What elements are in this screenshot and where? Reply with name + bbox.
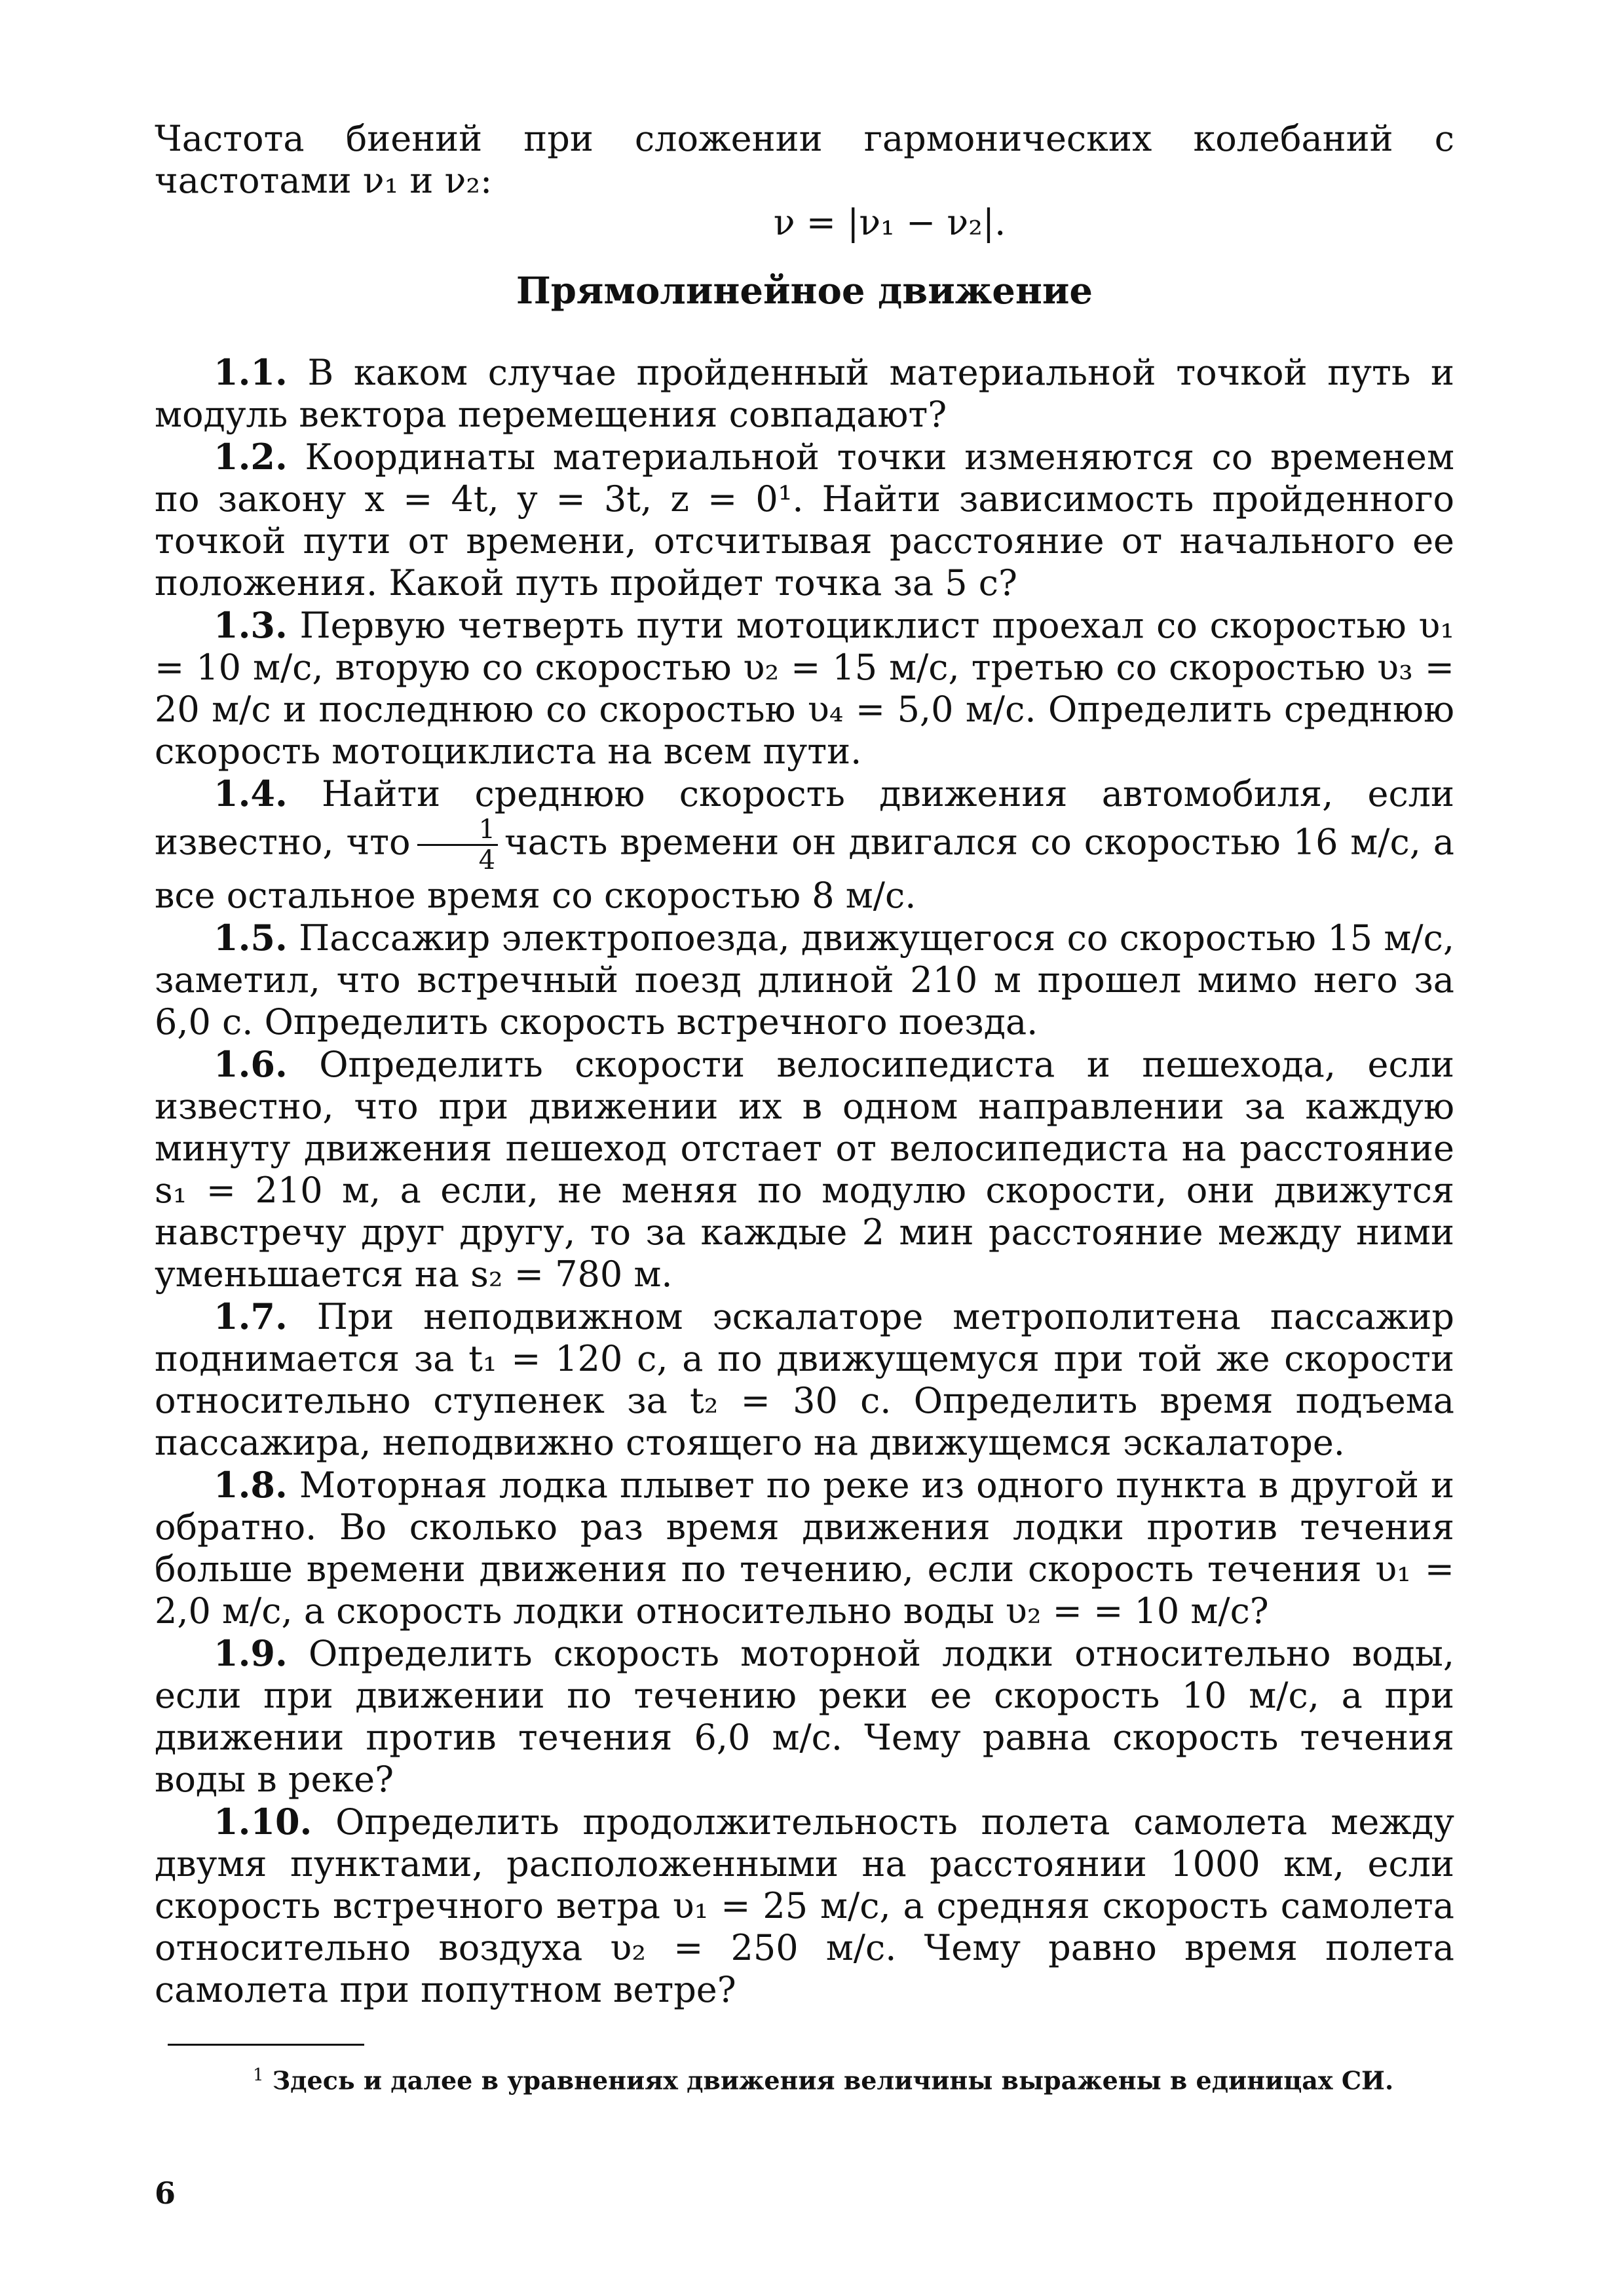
- problem-number: 1.9.: [214, 1632, 288, 1674]
- problem-1-9: [155, 1632, 1454, 1801]
- fraction-one-quarter: [417, 815, 498, 875]
- intro-text: Частота биений при сложении гармонических колебаний с частотами ν₁ и ν₂:: [155, 118, 1454, 201]
- problem-number: 1.6.: [214, 1043, 288, 1085]
- footnote-text: Здесь и далее в уравнениях движения величины выражены в единицах СИ.: [272, 2065, 1394, 2095]
- page-content: [155, 118, 1454, 2097]
- problem-text-after: часть времени он двигался со скоростью 16 м/с, а все остальное время со скоростью 8 м/с.: [155, 821, 1454, 916]
- problem-1-6: [155, 1043, 1454, 1295]
- problem-text: Пассажир электропоезда, движущегося со скоростью 15 м/с, заметил, что встречный поезд длиной 210 м прошел мимо него за 6,0 с. Определить скорость встречного поезда.: [155, 917, 1454, 1043]
- problem-number: 1.7.: [214, 1295, 288, 1337]
- section-title: Прямолинейное движение: [516, 269, 1093, 313]
- problem-1-7: [155, 1295, 1454, 1464]
- problem-text: Определить продолжительность полета самолета между двумя пунктами, расположенными на расстоянии 1000 км, если скорость встречного ветра υ₁ = 25 м/с, а средняя скорость самолета относительно воздуха υ₂ = 250 м/с. Чему равно время полета самолета при попутном ветре?: [155, 1801, 1454, 2010]
- problem-1-5: [155, 917, 1454, 1043]
- problem-number: 1.3.: [214, 604, 288, 646]
- problem-text: В каком случае пройденный материальной точкой путь и модуль вектора перемещения совпадают?: [155, 352, 1454, 435]
- problem-text: Координаты материальной точки изменяются со временем по закону x = 4t, y = 3t, z = 0¹. Найти зависимость пройденного точкой пути от времени, отсчитывая расстояние от начального ее положения. Какой путь пройдет точка за 5 с?: [155, 436, 1454, 603]
- fraction-numerator: 1: [417, 815, 498, 846]
- problem-number: 1.1.: [214, 351, 288, 393]
- problem-text: Определить скорости велосипедиста и пешехода, если известно, что при движении их в одном направлении за каждую минуту движения пешеход отстает от велосипедиста на расстояние s₁ = 210 м, а если, не меняя по модулю скорости, они движутся навстречу друг другу, то за каждые 2 мин расстояние между ними уменьшается на s₂ = 780 м.: [155, 1044, 1455, 1295]
- problem-number: 1.2.: [214, 436, 288, 478]
- footnote-divider: [168, 2044, 364, 2046]
- problem-text: Первую четверть пути мотоциклист проехал со скоростью υ₁ = 10 м/с, вторую со скоростью υ₂ = 15 м/с, третью со скоростью υ₃ = 20 м/с и последнюю со скоростью υ₄ = 5,0 м/с. Определить среднюю скорость мотоциклиста на всем пути.: [155, 605, 1454, 772]
- problem-1-4: [155, 773, 1454, 917]
- problem-text-before: Найти среднюю скорость движения автомобиля, если известно, что: [155, 773, 1455, 863]
- footnote: [155, 2059, 1454, 2097]
- problem-text: Определить скорость моторной лодки относительно воды, если при движении по течению реки ее скорость 10 м/с, а при движении против течения 6,0 м/с. Чему равна скорость течения воды в реке?: [155, 1633, 1454, 1800]
- problem-number: 1.5.: [214, 917, 288, 959]
- problem-number: 1.4.: [214, 773, 288, 814]
- footnote-mark: 1: [253, 2065, 264, 2085]
- problem-1-10: [155, 1801, 1454, 2011]
- problem-1-2: [155, 436, 1454, 604]
- problem-1-8: [155, 1464, 1454, 1632]
- problem-1-1: [155, 351, 1454, 436]
- problem-text: Моторная лодка плывет по реке из одного пункта в другой и обратно. Во сколько раз время движения лодки против течения больше времени движения по течению, если скорость течения υ₁ = 2,0 м/с, а скорость лодки относительно воды υ₂ = = 10 м/с?: [155, 1464, 1454, 1632]
- problem-text: При неподвижном эскалаторе метрополитена пассажир поднимается за t₁ = 120 с, а по движущемуся при той же скорости относительно ступенек за t₂ = 30 с. Определить время подъема пассажира, неподвижно стоящего на движущемся эскалаторе.: [155, 1296, 1454, 1463]
- problem-1-3: [155, 604, 1454, 773]
- beat-frequency-formula: ν = |ν₁ − ν₂|.: [773, 202, 1006, 243]
- problem-number: 1.8.: [214, 1464, 288, 1506]
- problem-number: 1.10.: [214, 1801, 312, 1843]
- page-number: 6: [155, 2175, 176, 2211]
- fraction-denominator: 4: [478, 845, 496, 875]
